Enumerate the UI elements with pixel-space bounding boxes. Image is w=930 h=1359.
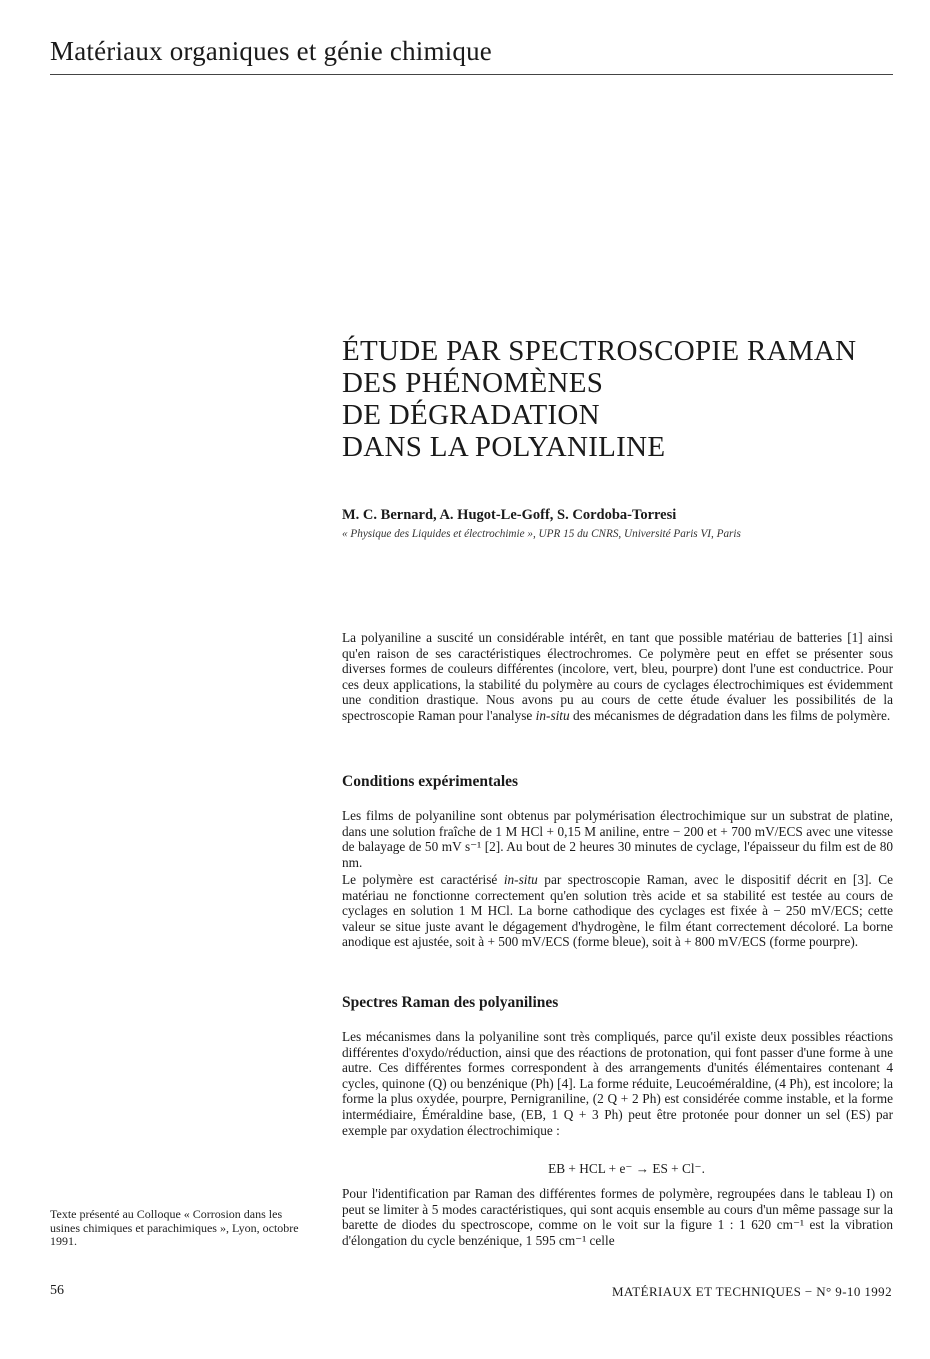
section-heading-conditions: Conditions expérimentales: [342, 773, 519, 790]
equation: EB + HCL + e⁻ → ES + Cl⁻.: [548, 1161, 705, 1176]
article-title-line: ÉTUDE PAR SPECTROSCOPIE RAMAN: [342, 335, 857, 367]
journal-footer: MATÉRIAUX ET TECHNIQUES − N° 9-10 1992: [611, 1284, 892, 1299]
footnote: Texte présenté au Colloque « Corrosion dans les usines chimiques et parachimiques », Lyon, octobre 1991.: [50, 1207, 299, 1249]
conditions-paragraph-1: Les films de polyaniline sont obtenus par polymérisation électrochimique sur un substrat de platine, dans une solution fraîche de 1 M HCl + 0,15 M aniline, entre − 200 et + 700 mV/ECS avec une vitesse de balayage de 50 mV s⁻¹ [2]. Au bout de 2 heures 30 minutes de cyclage, l'épaisseur du film est de 80 nm.: [342, 808, 893, 870]
spectres-paragraph-2: Pour l'identification par Raman des différentes formes de polymère, regroupées dans le tableau I) on peut se limiter à 5 modes caractéristiques, qui sont acquis ensemble au cours d'un même passage sur la barette de diodes du spectroscope, comme on le voit sur la figure 1 : 1 620 cm⁻¹ est la vibration d'élongation du cycle benzénique, 1 595 cm⁻¹ celle: [342, 1186, 893, 1248]
article-title-line: DES PHÉNOMÈNES: [342, 367, 604, 399]
conditions-paragraph-2: Le polymère est caractérisé in-situ par spectroscopie Raman, avec le dispositif décrit en [3]. Ce matériau ne fonctionne correctement qu'en solution très acide et sa stabilité est testée au cours de cyclages en solution 1 M HCl. La borne cathodique des cyclages est fixée à − 250 mV/ECS; cette valeur se situe juste avant le dégagement d'hydrogène, le film étant correctement décoloré. La borne anodique est ajustée, soit à + 500 mV/ECS (forme bleue), soit à + 800 mV/ECS (forme pourpre).: [342, 872, 893, 950]
authors: M. C. Bernard, A. Hugot-Le-Goff, S. Cordoba-Torresi: [342, 507, 677, 523]
article-title-line: DANS LA POLYANILINE: [342, 431, 666, 463]
section-heading-spectres: Spectres Raman des polyanilines: [342, 994, 559, 1011]
article-title: [342, 335, 856, 463]
header-rule: [50, 74, 893, 75]
section-header-title: Matériaux organiques et génie chimique: [50, 36, 492, 66]
abstract-paragraph: La polyaniline a suscité un considérable intérêt, en tant que possible matériau de batteries [1] ainsi qu'en raison de ses caractéristiques électrochromes. Ce polymère peut en effet se présenter sous diverses formes de couleurs différentes (incolore, vert, bleu, pourpre) dont l'une est conductrice. Pour ces deux applications, la stabilité du polymère au cours de cyclages électrochimiques est évidemment une condition drastique. Nous avons pu au cours de cette étude évaluer les possibilités de la spectroscopie Raman pour l'analyse in-situ des mécanismes de dégradation dans les films de polymère.: [342, 630, 893, 723]
page-number: 56: [50, 1283, 64, 1298]
affiliation: « Physique des Liquides et électrochimie », UPR 15 du CNRS, Université Paris VI, Paris: [342, 528, 741, 540]
article-title-line: DE DÉGRADATION: [342, 399, 600, 431]
spectres-paragraph-1: Les mécanismes dans la polyaniline sont très compliqués, parce qu'il existe deux possibles réactions différentes d'oxydo/réduction, ainsi que des réactions de protonation, qui font passer d'une forme à une autre. Ces différentes formes correspondent à des arrangements d'unités élémentaires contenant 4 cycles, quinone (Q) ou benzénique (Ph) [4]. La forme réduite, Leucoéméraldine, (4 Ph), est incolore; la forme la plus oxydée, pourpre, Pernigraniline, (2 Q + 2 Ph) est considérée comme instable, et la forme intermédiaire, Éméraldine base, (EB, 1 Q + 3 Ph) peut être protonée pour donner un sel (ES) par exemple par oxydation électrochimique :: [342, 1029, 893, 1138]
